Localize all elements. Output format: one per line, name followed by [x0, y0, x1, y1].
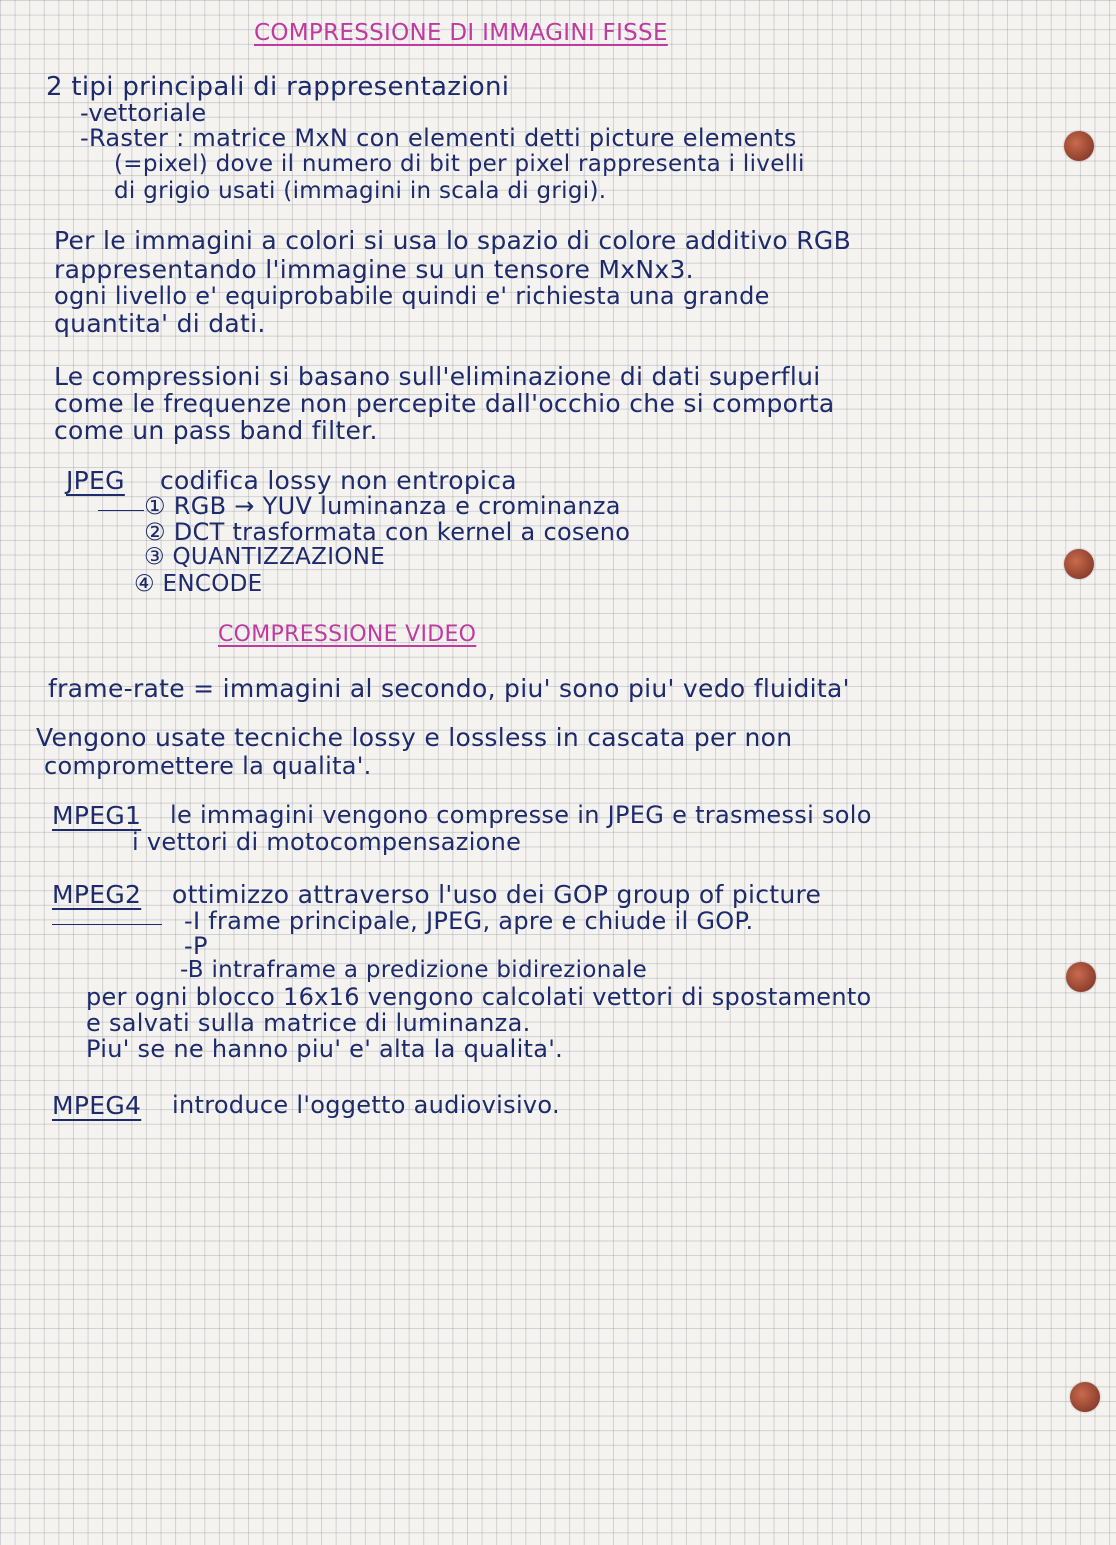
compression-line-3: come un pass band filter.	[54, 416, 378, 445]
compression-line-1: Le compressioni si basano sull'eliminazione di dati superflui	[54, 362, 821, 391]
cascade-line-1: Vengono usate tecniche lossy e lossless in cascata per non	[36, 723, 793, 752]
mpeg2-frame-i: -I frame principale, JPEG, apre e chiude il GOP.	[184, 907, 754, 935]
compression-line-2: come le frequenze non percepite dall'occhio che si comporta	[54, 389, 835, 418]
color-line-1: Per le immagini a colori si usa lo spazio di colore additivo RGB	[54, 226, 852, 255]
intro-line-3: -Raster : matrice MxN con elementi detti picture elements	[80, 124, 797, 152]
mpeg2-frame-p: -P	[184, 932, 208, 960]
mpeg4-label: MPEG4	[52, 1091, 142, 1120]
mpeg2-rule	[52, 924, 162, 925]
mpeg2-line-3: e salvati sulla matrice di luminanza.	[86, 1009, 531, 1037]
mpeg1-line-1: le immagini vengono compresse in JPEG e trasmessi solo	[170, 801, 872, 829]
intro-line-2: -vettoriale	[80, 99, 207, 127]
binder-hole-3	[1066, 962, 1096, 992]
mpeg2-line-2: per ogni blocco 16x16 vengono calcolati vettori di spostamento	[86, 983, 872, 1011]
framerate-line: frame-rate = immagini al secondo, piu' sono piu' vedo fluidita'	[48, 674, 850, 703]
video-section-title: COMPRESSIONE VIDEO	[218, 622, 477, 647]
intro-line-4: (=pixel) dove il numero di bit per pixel rappresenta i livelli	[114, 151, 805, 177]
color-line-3: ogni livello e' equiprobabile quindi e' richiesta una grande	[54, 282, 770, 310]
jpeg-label: JPEG	[66, 466, 125, 495]
jpeg-rule	[98, 510, 144, 511]
mpeg2-line-1: ottimizzo attraverso l'uso dei GOP group of picture	[172, 880, 822, 909]
jpeg-step-2: ② DCT trasformata con kernel a coseno	[144, 518, 631, 546]
intro-line-5: di grigio usati (immagini in scala di grigi).	[114, 178, 607, 204]
mpeg2-label: MPEG2	[52, 880, 142, 909]
jpeg-step-1: ① RGB → YUV luminanza e crominanza	[144, 492, 621, 520]
binder-hole-4	[1070, 1382, 1100, 1412]
jpeg-step-4: ④ ENCODE	[134, 571, 263, 597]
page-title: COMPRESSIONE DI IMMAGINI FISSE	[254, 20, 668, 46]
mpeg2-line-4: Piu' se ne hanno piu' e' alta la qualita'.	[86, 1035, 564, 1063]
cascade-line-2: compromettere la qualita'.	[44, 752, 372, 780]
color-line-2: rappresentando l'immagine su un tensore MxNx3.	[54, 255, 694, 284]
mpeg1-line-2: i vettori di motocompensazione	[132, 828, 522, 856]
jpeg-description: codifica lossy non entropica	[160, 466, 517, 495]
color-line-4: quantita' di dati.	[54, 309, 266, 338]
mpeg2-frame-b: -B intraframe a predizione bidirezionale	[180, 957, 648, 983]
intro-line-1: 2 tipi principali di rappresentazioni	[46, 72, 510, 102]
jpeg-step-3: ③ QUANTIZZAZIONE	[144, 544, 386, 570]
mpeg4-description: introduce l'oggetto audiovisivo.	[172, 1091, 560, 1119]
binder-hole-2	[1064, 549, 1094, 579]
binder-hole-1	[1064, 131, 1094, 161]
mpeg1-label: MPEG1	[52, 801, 142, 830]
